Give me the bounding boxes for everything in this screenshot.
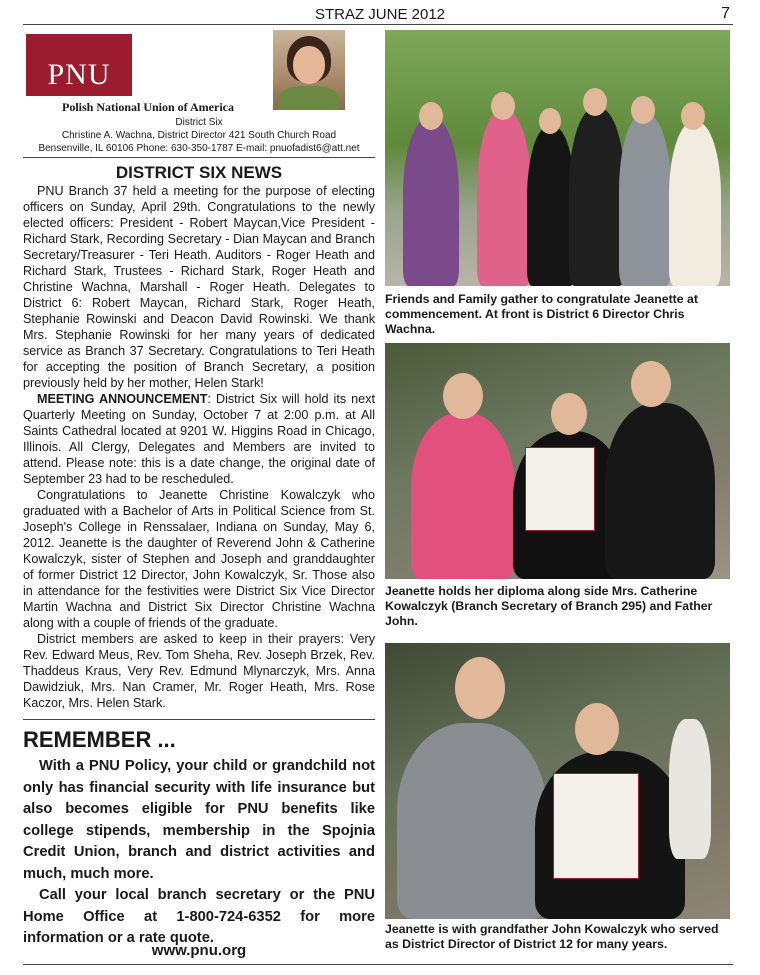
organization-name: Polish National Union of America [61, 100, 234, 114]
publication-title: STRAZ JUNE 2012 [314, 6, 446, 23]
logo-text: PNU [47, 58, 111, 91]
paragraph-elections: PNU Branch 37 held a meeting for the purpose of electing officers on Sunday, April 29th. Congratulations to the newly elected officers: President - Robert Maycan,Vice President - Richard Stark, Recording Secretary - Dian Maycan and Branch Secretary/Treasurer - Teri Heath. Auditors - Roger Heath and Richard Stark, Trustees - Richard Stark, Roger Heath and Christine Wachna, Marshall - Roger Heath. Delegates to District 6: Robert Maycan, Richard Stark, Roger Heath, Stephanie Rowinski and Deacon David Rowinski. We thank Mrs. Stephanie Rowinski for her many years of dedicated service as Branch 37 Secretary. Congratulations to Teri Heath for accepting the position of Branch Secretary, a position previously held by her mother, Helen Stark! [23, 184, 375, 390]
director-address-line: Christine A. Wachna, District Director 421 South Church Road [61, 130, 337, 141]
paragraph-graduation: Congratulations to Jeanette Christine Kowalczyk who graduated with a Bachelor of Arts in Political Science from St. Joseph's College in Renssalaer, Indiana on Sunday, May 6, 2012. Jeanette is the daughter of Reverend John & Catherine Kowalczyk, sister of Stephen and Joseph and granddaughter of former District 12 Director, John Kowalczyk, Sr. Those also in attendance for the festivities were District Six Vice Director Martin Wachna and District Six Director Christine Wachna along with a couple of friends of the graduate. [23, 488, 375, 630]
photo-caption-2: Jeanette holds her diploma along side Mrs. Catherine Kowalczyk (Branch Secretary of Branch 295) and Father John. [385, 584, 713, 628]
remember-heading: REMEMBER ... [23, 727, 176, 752]
district-line: District Six [175, 117, 223, 128]
paragraph-prayers: District members are asked to keep in their prayers: Very Rev. Edward Meus, Rev. Tom Sheha, Rev. Joseph Brzek, Rev. Thaddeus Kraus, Very Rev. Edmund Mlynarczyk, Mrs. Anna Dawidziuk, Mrs. Nan Cramer, Mr. Roger Heath, Mrs. Rose Kaczor, Mrs. Helen Stark. [23, 632, 375, 710]
photo-family-group [385, 30, 730, 286]
website-link[interactable]: www.pnu.org [151, 942, 247, 959]
article-headline: DISTRICT SIX NEWS [115, 163, 283, 182]
photo-caption-1: Friends and Family gather to congratulate Jeanette at commencement. At front is District 6 Director Chris Wachna. [385, 292, 698, 336]
header-rule [23, 24, 733, 25]
pnu-logo [26, 34, 132, 96]
paragraph-meeting [23, 391, 375, 487]
footer-rule [23, 964, 733, 965]
meeting-text: : District Six will hold its next Quarterly Meeting on Sunday, October 7 at 2:00 p.m. at All Saints Cathedral located at 9201 W. Higgins Road in Chicago, Illinois. All Clergy, Delegates and Members are invited to attend. Please note: this is a date change, the original date of September 23 had to be rescheduled. [23, 392, 375, 486]
remember-paragraph-1: With a PNU Policy, your child or grandchild not only has financial security with life insurance but also becomes eligible for PNU benefits like college stipends, membership in the Spojnia Credit Union, branch and district activities and much, much more. [23, 758, 375, 882]
meeting-lead: MEETING ANNOUNCEMENT [37, 392, 208, 406]
divider [23, 157, 375, 158]
director-portrait [273, 30, 345, 110]
page-number: 7 [721, 5, 730, 22]
photo-diploma-with-parents [385, 343, 730, 579]
phone-email-line: Bensenville, IL 60106 Phone: 630-350-1787 E-mail: pnuofadist6@att.net [38, 143, 360, 154]
remember-body [23, 756, 375, 950]
remember-paragraph-2: Call your local branch secretary or the PNU Home Office at 1-800-724-6352 for more information or a rate quote. [23, 887, 375, 946]
contact-block [23, 116, 375, 155]
article-body [23, 183, 375, 711]
photo-diploma-with-grandfather [385, 643, 730, 919]
running-header [0, 5, 760, 25]
divider [23, 719, 375, 720]
photo-caption-3: Jeanette is with grandfather John Kowalczyk who served as District Director of District 12 for many years. [385, 922, 719, 951]
